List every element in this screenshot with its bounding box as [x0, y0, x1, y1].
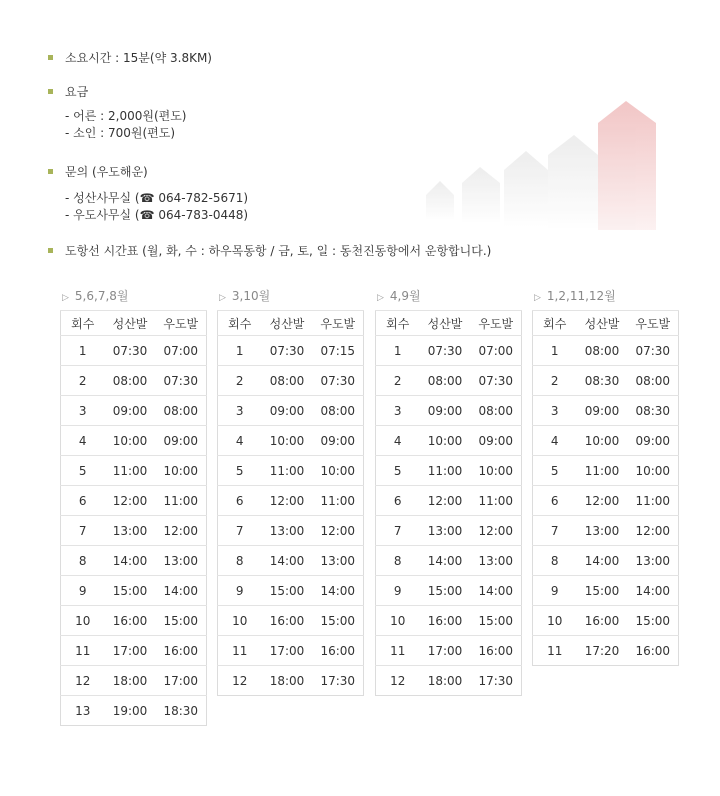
table-cell: 10:00: [156, 456, 207, 486]
table-cell: 6: [218, 486, 262, 516]
table-cell: 08:30: [628, 396, 679, 426]
table-row: [533, 546, 679, 576]
table-cell: 13: [61, 696, 105, 726]
table-cell: 15:00: [577, 576, 628, 606]
table-cell: 8: [61, 546, 105, 576]
table-cell: 2: [376, 366, 420, 396]
table-cell: 14:00: [628, 576, 679, 606]
table-row: [376, 336, 522, 366]
table-cell: 12:00: [471, 516, 522, 546]
table-row: [376, 546, 522, 576]
table-row: [218, 516, 364, 546]
table-cell: 17:00: [105, 636, 156, 666]
table-cell: 9: [218, 576, 262, 606]
table-row: [376, 426, 522, 456]
table-cell: 11: [218, 636, 262, 666]
table-cell: 08:00: [628, 366, 679, 396]
table-cell: 08:00: [471, 396, 522, 426]
table-cell: 14:00: [105, 546, 156, 576]
table-row: [533, 576, 679, 606]
table-cell: 07:30: [420, 336, 471, 366]
season-label: [60, 286, 206, 306]
table-row: [61, 576, 207, 606]
table-cell: 07:30: [262, 336, 313, 366]
table-cell: 09:00: [420, 396, 471, 426]
table-cell: 17:00: [156, 666, 207, 696]
fare-list: [65, 108, 187, 142]
table-row: [376, 606, 522, 636]
table-cell: 9: [61, 576, 105, 606]
table-cell: 07:00: [156, 336, 207, 366]
season-label: [532, 286, 678, 306]
table-cell: 12:00: [262, 486, 313, 516]
table-cell: 15:00: [105, 576, 156, 606]
table-row: [533, 396, 679, 426]
table-cell: 16:00: [262, 606, 313, 636]
table-row: [376, 636, 522, 666]
table-cell: 07:30: [628, 336, 679, 366]
table-cell: 07:15: [313, 336, 364, 366]
column-header: 회수: [218, 311, 262, 336]
table-cell: 13:00: [105, 516, 156, 546]
table-cell: 18:30: [156, 696, 207, 726]
table-cell: 08:00: [577, 336, 628, 366]
table-cell: 10: [533, 606, 577, 636]
column-header: 회수: [376, 311, 420, 336]
season-label-text: 5,6,7,8월: [74, 289, 129, 303]
timetable-title: 도항선 시간표 (월, 화, 수 : 하우목동항 / 금, 토, 일 : 동천진동항에서 운항합니다.): [65, 243, 492, 258]
table-cell: 6: [61, 486, 105, 516]
table-cell: 14:00: [471, 576, 522, 606]
table-cell: 09:00: [577, 396, 628, 426]
table-row: [218, 636, 364, 666]
table-row: [533, 426, 679, 456]
table-row: [61, 606, 207, 636]
table-row: [533, 486, 679, 516]
table-cell: 13:00: [313, 546, 364, 576]
table-cell: 07:30: [156, 366, 207, 396]
table-cell: 6: [533, 486, 577, 516]
timetable-summer: [60, 286, 206, 726]
table-row: [61, 636, 207, 666]
fare-title-row: [48, 82, 88, 100]
column-header: 우도발: [628, 311, 679, 336]
table-row: [533, 336, 679, 366]
season-label: [217, 286, 363, 306]
table-cell: 18:00: [105, 666, 156, 696]
table-cell: 10:00: [420, 426, 471, 456]
contact-title-row: [48, 162, 148, 180]
table-cell: 07:30: [471, 366, 522, 396]
table-cell: 08:00: [313, 396, 364, 426]
table-cell: 3: [533, 396, 577, 426]
table-cell: 13:00: [262, 516, 313, 546]
table-cell: 7: [533, 516, 577, 546]
table-row: [218, 546, 364, 576]
table-cell: 08:00: [262, 366, 313, 396]
table-cell: 12:00: [577, 486, 628, 516]
column-header: 성산발: [420, 311, 471, 336]
table-cell: 14:00: [313, 576, 364, 606]
table-cell: 17:20: [577, 636, 628, 666]
table-cell: 11:00: [420, 456, 471, 486]
table-cell: 2: [61, 366, 105, 396]
table-cell: 10:00: [262, 426, 313, 456]
fare-child: - 소인 : 700원(편도): [65, 126, 176, 140]
table-row: [61, 366, 207, 396]
table-cell: 11:00: [262, 456, 313, 486]
timetable-table: [375, 310, 522, 696]
table-cell: 14:00: [577, 546, 628, 576]
table-cell: 16:00: [577, 606, 628, 636]
table-cell: 13:00: [420, 516, 471, 546]
table-row: [218, 576, 364, 606]
table-cell: 11:00: [471, 486, 522, 516]
timetable-table: [60, 310, 207, 726]
table-cell: 2: [218, 366, 262, 396]
table-cell: 13:00: [471, 546, 522, 576]
table-cell: 17:00: [262, 636, 313, 666]
timetable-table: [217, 310, 364, 696]
table-row: [218, 396, 364, 426]
table-cell: 7: [376, 516, 420, 546]
houses-background-graphic: [418, 95, 668, 230]
table-row: [61, 696, 207, 726]
table-cell: 10: [218, 606, 262, 636]
table-row: [218, 666, 364, 696]
bullet-square-icon: [48, 55, 53, 60]
table-row: [376, 576, 522, 606]
table-cell: 10: [61, 606, 105, 636]
table-row: [61, 396, 207, 426]
table-cell: 10: [376, 606, 420, 636]
table-cell: 15:00: [420, 576, 471, 606]
table-row: [61, 426, 207, 456]
table-row: [533, 516, 679, 546]
table-cell: 09:00: [105, 396, 156, 426]
triangle-right-icon: ▷: [62, 293, 69, 303]
table-cell: 16:00: [471, 636, 522, 666]
table-row: [533, 366, 679, 396]
table-cell: 2: [533, 366, 577, 396]
column-header: 성산발: [577, 311, 628, 336]
table-cell: 10:00: [577, 426, 628, 456]
table-row: [376, 666, 522, 696]
travel-time-row: [48, 48, 212, 66]
triangle-right-icon: ▷: [534, 293, 541, 303]
table-header-row: [376, 311, 522, 336]
table-cell: 09:00: [262, 396, 313, 426]
table-cell: 1: [376, 336, 420, 366]
table-cell: 14:00: [156, 576, 207, 606]
table-cell: 12:00: [105, 486, 156, 516]
table-cell: 8: [533, 546, 577, 576]
table-cell: 11:00: [628, 486, 679, 516]
table-cell: 08:00: [105, 366, 156, 396]
travel-time-text: 소요시간 : 15분(약 3.8KM): [65, 50, 212, 65]
table-cell: 07:30: [313, 366, 364, 396]
timetable-mar-oct: [217, 286, 363, 696]
triangle-right-icon: ▷: [219, 293, 226, 303]
table-cell: 12:00: [420, 486, 471, 516]
table-cell: 16:00: [313, 636, 364, 666]
column-header: 성산발: [105, 311, 156, 336]
table-header-row: [61, 311, 207, 336]
contact-title: 문의 (우도해운): [65, 164, 148, 179]
contact-seongsan: - 성산사무실 (☎ 064-782-5671): [65, 191, 249, 205]
column-header: 우도발: [156, 311, 207, 336]
table-cell: 07:00: [471, 336, 522, 366]
table-cell: 8: [376, 546, 420, 576]
table-row: [533, 636, 679, 666]
table-cell: 14:00: [262, 546, 313, 576]
table-cell: 12: [218, 666, 262, 696]
table-cell: 11:00: [577, 456, 628, 486]
table-row: [218, 456, 364, 486]
contact-udo: - 우도사무실 (☎ 064-783-0448): [65, 208, 249, 222]
table-cell: 15:00: [262, 576, 313, 606]
table-row: [376, 486, 522, 516]
table-cell: 9: [376, 576, 420, 606]
timetable-table: [532, 310, 679, 666]
table-cell: 09:00: [313, 426, 364, 456]
table-cell: 17:30: [471, 666, 522, 696]
table-row: [218, 606, 364, 636]
table-row: [218, 366, 364, 396]
season-label-text: 3,10월: [231, 289, 271, 303]
table-cell: 16:00: [105, 606, 156, 636]
table-cell: 14:00: [420, 546, 471, 576]
column-header: 회수: [61, 311, 105, 336]
table-cell: 3: [376, 396, 420, 426]
table-cell: 12: [376, 666, 420, 696]
season-label-text: 1,2,11,12월: [546, 289, 616, 303]
table-cell: 5: [533, 456, 577, 486]
table-cell: 12:00: [313, 516, 364, 546]
column-header: 성산발: [262, 311, 313, 336]
table-cell: 16:00: [156, 636, 207, 666]
table-cell: 17:00: [420, 636, 471, 666]
table-cell: 7: [218, 516, 262, 546]
table-row: [61, 456, 207, 486]
table-cell: 13:00: [628, 546, 679, 576]
table-cell: 15:00: [628, 606, 679, 636]
table-cell: 11: [533, 636, 577, 666]
timetable-apr-sep: [375, 286, 521, 696]
table-cell: 11:00: [156, 486, 207, 516]
table-row: [376, 456, 522, 486]
table-row: [533, 606, 679, 636]
table-row: [61, 546, 207, 576]
table-cell: 7: [61, 516, 105, 546]
contact-list: [65, 190, 248, 224]
table-cell: 09:00: [471, 426, 522, 456]
table-cell: 09:00: [628, 426, 679, 456]
table-cell: 3: [61, 396, 105, 426]
timetable-title-row: [48, 241, 491, 259]
table-cell: 18:00: [262, 666, 313, 696]
table-cell: 5: [218, 456, 262, 486]
table-cell: 5: [376, 456, 420, 486]
table-row: [376, 366, 522, 396]
table-cell: 08:30: [577, 366, 628, 396]
table-header-row: [218, 311, 364, 336]
table-cell: 4: [533, 426, 577, 456]
table-row: [218, 486, 364, 516]
table-cell: 19:00: [105, 696, 156, 726]
table-row: [218, 336, 364, 366]
table-cell: 15:00: [313, 606, 364, 636]
table-cell: 9: [533, 576, 577, 606]
table-cell: 15:00: [471, 606, 522, 636]
table-row: [61, 336, 207, 366]
season-label: [375, 286, 521, 306]
table-cell: 13:00: [156, 546, 207, 576]
table-row: [533, 456, 679, 486]
table-cell: 12: [61, 666, 105, 696]
table-cell: 4: [61, 426, 105, 456]
table-cell: 3: [218, 396, 262, 426]
table-cell: 5: [61, 456, 105, 486]
table-cell: 11:00: [313, 486, 364, 516]
bullet-square-icon: [48, 248, 53, 253]
table-cell: 10:00: [628, 456, 679, 486]
table-row: [376, 516, 522, 546]
timetable-winter: [532, 286, 678, 666]
table-cell: 09:00: [156, 426, 207, 456]
table-cell: 08:00: [156, 396, 207, 426]
table-cell: 1: [218, 336, 262, 366]
table-cell: 16:00: [420, 606, 471, 636]
table-header-row: [533, 311, 679, 336]
table-cell: 17:30: [313, 666, 364, 696]
table-row: [61, 516, 207, 546]
table-cell: 4: [376, 426, 420, 456]
table-cell: 10:00: [471, 456, 522, 486]
table-cell: 11:00: [105, 456, 156, 486]
fare-title: 요금: [65, 84, 89, 99]
table-cell: 8: [218, 546, 262, 576]
triangle-right-icon: ▷: [377, 293, 384, 303]
table-cell: 4: [218, 426, 262, 456]
table-row: [61, 486, 207, 516]
table-cell: 10:00: [105, 426, 156, 456]
column-header: 우도발: [313, 311, 364, 336]
table-cell: 10:00: [313, 456, 364, 486]
table-cell: 13:00: [577, 516, 628, 546]
table-cell: 18:00: [420, 666, 471, 696]
column-header: 회수: [533, 311, 577, 336]
table-cell: 15:00: [156, 606, 207, 636]
table-cell: 16:00: [628, 636, 679, 666]
table-row: [376, 396, 522, 426]
table-cell: 12:00: [156, 516, 207, 546]
table-cell: 1: [61, 336, 105, 366]
bullet-square-icon: [48, 169, 53, 174]
bullet-square-icon: [48, 89, 53, 94]
table-cell: 11: [376, 636, 420, 666]
table-row: [61, 666, 207, 696]
table-cell: 07:30: [105, 336, 156, 366]
table-cell: 12:00: [628, 516, 679, 546]
table-cell: 1: [533, 336, 577, 366]
column-header: 우도발: [471, 311, 522, 336]
table-row: [218, 426, 364, 456]
table-cell: 6: [376, 486, 420, 516]
table-cell: 08:00: [420, 366, 471, 396]
table-cell: 11: [61, 636, 105, 666]
fare-adult: - 어른 : 2,000원(편도): [65, 109, 187, 123]
season-label-text: 4,9월: [389, 289, 421, 303]
